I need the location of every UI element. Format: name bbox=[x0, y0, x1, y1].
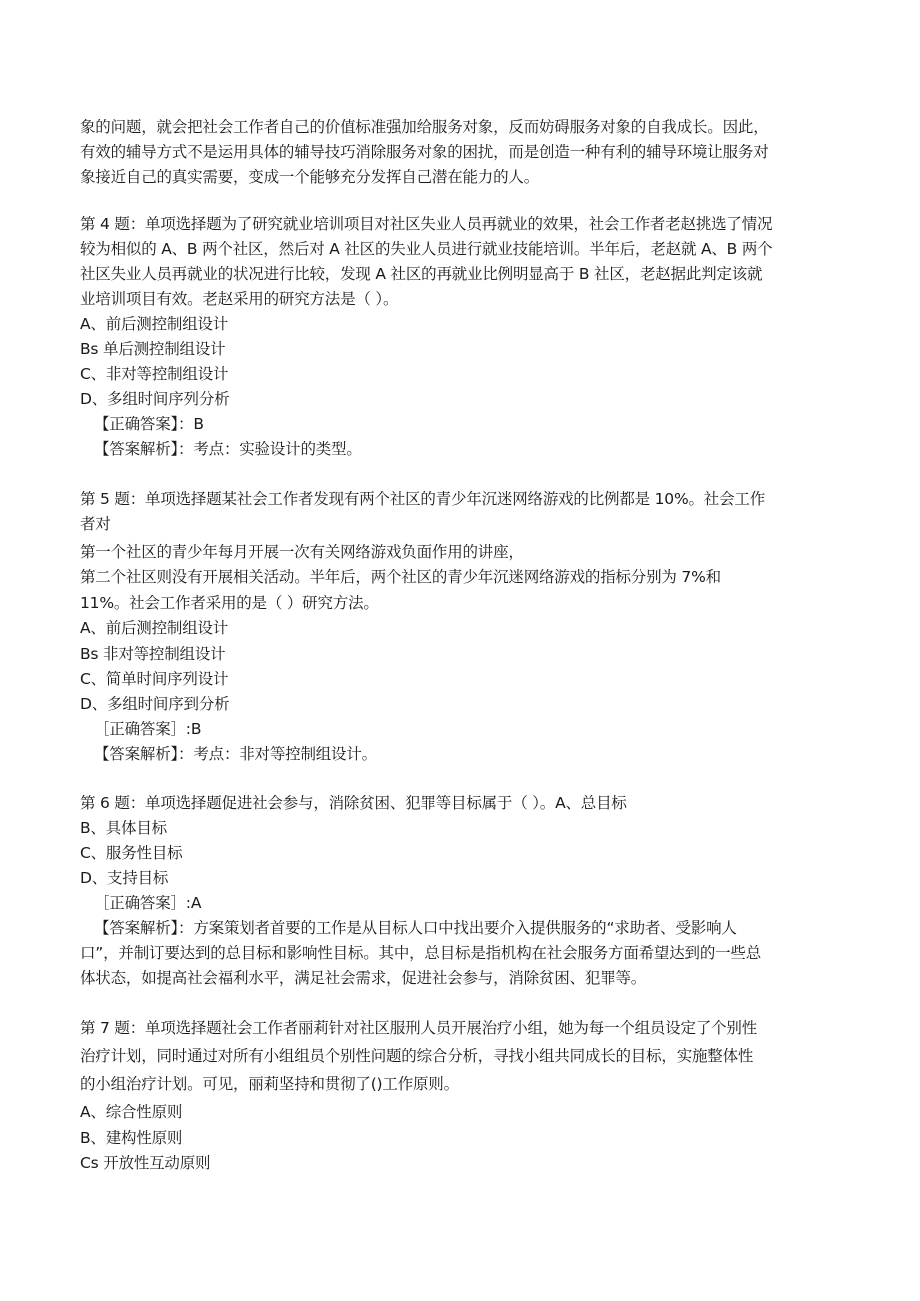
q5-stem-line-2: 者对 bbox=[80, 515, 111, 533]
q6-option-b: B、具体目标 bbox=[80, 819, 167, 837]
q4-stem-line-4: 业培训项目有效。老赵采用的研究方法是（ ）。 bbox=[80, 290, 399, 308]
q4-answer-analysis: 【答案解析】：考点：实验设计的类型。 bbox=[94, 440, 362, 458]
q6-correct-answer: ［正确答案］:A bbox=[94, 894, 202, 912]
q6-answer-analysis-line-2: 口”，并制订要达到的总目标和影响性目标。其中，总目标是指机构在社会服务方面希望达到的一些总 bbox=[80, 944, 762, 962]
q6-answer-analysis-line-3: 体状态，如提高社会福利水平，满足社会需求，促进社会参与，消除贫困、犯罪等。 bbox=[80, 969, 647, 987]
q7-option-c: Cs 开放性互动原则 bbox=[80, 1154, 211, 1172]
q5-stem-line-1: 第 5 题：单项选择题某社会工作者发现有两个社区的青少年沉迷网络游戏的比例都是 10%。社会工作 bbox=[80, 490, 765, 508]
q5-option-b: Bs 非对等控制组设计 bbox=[80, 645, 226, 663]
q7-stem-line-3: 的小组治疗计划。可见，丽莉坚持和贯彻了()工作原则。 bbox=[80, 1075, 459, 1093]
q4-option-c: C、非对等控制组设计 bbox=[80, 365, 229, 383]
q4-option-d: D、多组时间序列分析 bbox=[80, 390, 230, 408]
q7-option-a: A、综合性原则 bbox=[80, 1103, 183, 1121]
q4-stem-line-1: 第 4 题：单项选择题为了研究就业培训项目对社区失业人员再就业的效果，社会工作者老赵挑选了情况 bbox=[80, 215, 773, 233]
q4-stem-line-3: 社区失业人员再就业的状况进行比较，发现 A 社区的再就业比例明显高于 B 社区，老赵据此判定该就 bbox=[80, 265, 763, 283]
q4-correct-answer: 【正确答案】：B bbox=[94, 415, 204, 433]
q5-option-c: C、简单时间序列设计 bbox=[80, 670, 229, 688]
q4-stem-line-2: 较为相似的 A、B 两个社区，然后对 A 社区的失业人员进行就业技能培训。半年后，老赵就 A、B 两个 bbox=[80, 240, 773, 258]
q5-answer-analysis: 【答案解析】：考点：非对等控制组设计。 bbox=[94, 745, 377, 763]
q5-option-a: A、前后测控制组设计 bbox=[80, 619, 229, 637]
q6-option-c: C、服务性目标 bbox=[80, 844, 183, 862]
q5-option-d: D、多组时间序到分析 bbox=[80, 695, 230, 713]
q5-stem-line-4: 第二个社区则没有开展相关活动。半年后，两个社区的青少年沉迷网络游戏的指标分别为 7%和 bbox=[80, 568, 721, 586]
q5-correct-answer: ［正确答案］:B bbox=[94, 720, 202, 738]
q6-option-d: D、支持目标 bbox=[80, 869, 169, 887]
intro-line-2: 有效的辅导方式不是运用具体的辅导技巧消除服务对象的困扰，而是创造一种有利的辅导环境让服务对 bbox=[80, 143, 769, 161]
q7-stem-line-2: 治疗计划，同时通过对所有小组组员个别性问题的综合分析，寻找小组共同成长的目标，实施整体性 bbox=[80, 1047, 754, 1065]
q4-option-b: Bs 单后测控制组设计 bbox=[80, 340, 226, 358]
q6-stem-line-1: 第 6 题：单项选择题促进社会参与，消除贫困、犯罪等目标属于（ ）。A、总目标 bbox=[80, 794, 627, 812]
q7-stem-line-1: 第 7 题：单项选择题社会工作者丽莉针对社区服刑人员开展治疗小组，她为每一个组员设定了个别性 bbox=[80, 1019, 758, 1037]
intro-line-1: 象的问题，就会把社会工作者自己的价值标准强加给服务对象，反而妨碍服务对象的自我成长。因此， bbox=[80, 118, 769, 136]
q4-option-a: A、前后测控制组设计 bbox=[80, 315, 229, 333]
q5-stem-line-5: 11%。社会工作者采用的是（ ）研究方法。 bbox=[80, 594, 379, 612]
q7-option-b: B、建构性原则 bbox=[80, 1129, 183, 1147]
q6-answer-analysis-line-1: 【答案解析】：方案策划者首要的工作是从目标人口中找出要介入提供服务的“求助者、受影响人 bbox=[94, 919, 737, 937]
intro-line-3: 象接近自己的真实需要，变成一个能够充分发挥自己潜在能力的人。 bbox=[80, 168, 540, 186]
q5-stem-line-3: 第一个社区的青少年每月开展一次有关网络游戏负面作用的讲座， bbox=[80, 543, 524, 561]
